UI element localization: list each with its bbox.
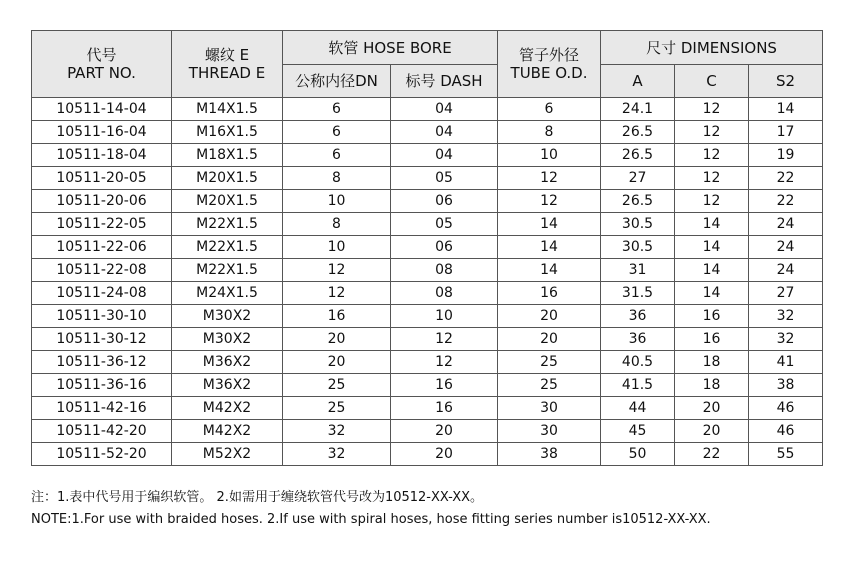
a-cell: 41.5: [601, 374, 675, 397]
c-cell: 20: [675, 397, 749, 420]
dash-cell: 10: [391, 305, 498, 328]
s2-cell: 38: [749, 374, 823, 397]
notes: [31, 487, 711, 531]
dash-cell: 04: [391, 98, 498, 121]
c-cell: 16: [675, 305, 749, 328]
part-no-cell: 10511-36-16: [32, 374, 172, 397]
thread-cell: M42X2: [172, 420, 283, 443]
a-cell: 45: [601, 420, 675, 443]
thread-cell: M30X2: [172, 328, 283, 351]
tube-od-cell: 14: [498, 213, 601, 236]
s2-cell: 14: [749, 98, 823, 121]
a-cell: 36: [601, 305, 675, 328]
a-cell: 50: [601, 443, 675, 466]
tube-od-cell: 12: [498, 167, 601, 190]
table-header: [32, 31, 823, 98]
c-cell: 12: [675, 144, 749, 167]
tube-od-cell: 10: [498, 144, 601, 167]
dn-cell: 8: [283, 213, 391, 236]
a-cell: 26.5: [601, 121, 675, 144]
part-no-cell: 10511-36-12: [32, 351, 172, 374]
dn-cell: 20: [283, 351, 391, 374]
thread-cell: M14X1.5: [172, 98, 283, 121]
dash-cell: 08: [391, 259, 498, 282]
s2-cell: 22: [749, 167, 823, 190]
table-row: [32, 374, 823, 397]
a-cell: 26.5: [601, 190, 675, 213]
part-no-cell: 10511-20-06: [32, 190, 172, 213]
dash-cell: 20: [391, 443, 498, 466]
c-cell: 12: [675, 190, 749, 213]
part-no-cell: 10511-20-05: [32, 167, 172, 190]
thread-cell: M20X1.5: [172, 167, 283, 190]
table-row: [32, 190, 823, 213]
header-thread-cn: 螺纹 E: [204, 46, 250, 64]
c-cell: 12: [675, 98, 749, 121]
c-cell: 14: [675, 236, 749, 259]
note-en: NOTE:1.For use with braided hoses. 2.If use with spiral hoses, hose fitting series number is10512-XX-XX.: [31, 512, 711, 527]
c-cell: 16: [675, 328, 749, 351]
note-cn: 注：1.表中代号用于编织软管。 2.如需用于缠绕软管代号改为10512-XX-XX。: [31, 490, 484, 505]
dash-cell: 05: [391, 213, 498, 236]
dn-cell: 16: [283, 305, 391, 328]
a-cell: 31: [601, 259, 675, 282]
dash-cell: 16: [391, 374, 498, 397]
thread-cell: M24X1.5: [172, 282, 283, 305]
s2-cell: 41: [749, 351, 823, 374]
thread-cell: M22X1.5: [172, 213, 283, 236]
table-row: [32, 328, 823, 351]
dash-cell: 12: [391, 328, 498, 351]
dn-cell: 25: [283, 374, 391, 397]
s2-cell: 32: [749, 305, 823, 328]
header-thread-en: THREAD E: [188, 64, 266, 82]
tube-od-cell: 6: [498, 98, 601, 121]
dash-cell: 20: [391, 420, 498, 443]
tube-od-cell: 14: [498, 259, 601, 282]
dn-cell: 20: [283, 328, 391, 351]
header-c: C: [675, 65, 749, 98]
table-row: [32, 397, 823, 420]
table-row: [32, 236, 823, 259]
s2-cell: 32: [749, 328, 823, 351]
thread-cell: M36X2: [172, 374, 283, 397]
header-s2: S2: [749, 65, 823, 98]
part-no-cell: 10511-16-04: [32, 121, 172, 144]
table-row: [32, 167, 823, 190]
thread-cell: M22X1.5: [172, 236, 283, 259]
dn-cell: 32: [283, 443, 391, 466]
part-no-cell: 10511-14-04: [32, 98, 172, 121]
table-row: [32, 259, 823, 282]
header-tube-od-cn: 管子外径: [519, 46, 580, 64]
tube-od-cell: 8: [498, 121, 601, 144]
thread-cell: M18X1.5: [172, 144, 283, 167]
a-cell: 26.5: [601, 144, 675, 167]
c-cell: 14: [675, 282, 749, 305]
tube-od-cell: 25: [498, 351, 601, 374]
thread-cell: M20X1.5: [172, 190, 283, 213]
s2-cell: 24: [749, 213, 823, 236]
thread-cell: M22X1.5: [172, 259, 283, 282]
spec-table: [31, 30, 823, 466]
tube-od-cell: 30: [498, 397, 601, 420]
thread-cell: M52X2: [172, 443, 283, 466]
a-cell: 31.5: [601, 282, 675, 305]
header-a: A: [601, 65, 675, 98]
s2-cell: 27: [749, 282, 823, 305]
header-tube-od-en: TUBE O.D.: [510, 64, 588, 82]
table-row: [32, 98, 823, 121]
dn-cell: 25: [283, 397, 391, 420]
c-cell: 18: [675, 351, 749, 374]
a-cell: 30.5: [601, 236, 675, 259]
part-no-cell: 10511-22-06: [32, 236, 172, 259]
dn-cell: 12: [283, 259, 391, 282]
a-cell: 27: [601, 167, 675, 190]
a-cell: 36: [601, 328, 675, 351]
s2-cell: 46: [749, 420, 823, 443]
s2-cell: 55: [749, 443, 823, 466]
dn-cell: 6: [283, 144, 391, 167]
c-cell: 14: [675, 213, 749, 236]
dash-cell: 04: [391, 144, 498, 167]
s2-cell: 46: [749, 397, 823, 420]
s2-cell: 24: [749, 259, 823, 282]
dash-cell: 05: [391, 167, 498, 190]
c-cell: 22: [675, 443, 749, 466]
tube-od-cell: 25: [498, 374, 601, 397]
s2-cell: 22: [749, 190, 823, 213]
a-cell: 40.5: [601, 351, 675, 374]
header-part-no-en: PART NO.: [67, 64, 136, 82]
table-row: [32, 305, 823, 328]
tube-od-cell: 38: [498, 443, 601, 466]
s2-cell: 17: [749, 121, 823, 144]
dash-cell: 16: [391, 397, 498, 420]
table-row: [32, 121, 823, 144]
dn-cell: 10: [283, 190, 391, 213]
s2-cell: 19: [749, 144, 823, 167]
thread-cell: M42X2: [172, 397, 283, 420]
part-no-cell: 10511-24-08: [32, 282, 172, 305]
part-no-cell: 10511-22-05: [32, 213, 172, 236]
tube-od-cell: 16: [498, 282, 601, 305]
thread-cell: M30X2: [172, 305, 283, 328]
c-cell: 12: [675, 121, 749, 144]
tube-od-cell: 20: [498, 305, 601, 328]
thread-cell: M36X2: [172, 351, 283, 374]
header-dimensions: 尺寸 DIMENSIONS: [601, 31, 823, 65]
dn-cell: 6: [283, 98, 391, 121]
a-cell: 24.1: [601, 98, 675, 121]
header-dash: 标号 DASH: [391, 65, 498, 98]
dash-cell: 04: [391, 121, 498, 144]
part-no-cell: 10511-42-20: [32, 420, 172, 443]
header-tube-od: [498, 31, 601, 98]
c-cell: 18: [675, 374, 749, 397]
dn-cell: 32: [283, 420, 391, 443]
part-no-cell: 10511-18-04: [32, 144, 172, 167]
dn-cell: 6: [283, 121, 391, 144]
tube-od-cell: 12: [498, 190, 601, 213]
c-cell: 12: [675, 167, 749, 190]
table-row: [32, 420, 823, 443]
table-row: [32, 213, 823, 236]
dash-cell: 08: [391, 282, 498, 305]
s2-cell: 24: [749, 236, 823, 259]
dash-cell: 06: [391, 236, 498, 259]
part-no-cell: 10511-30-12: [32, 328, 172, 351]
table-row: [32, 443, 823, 466]
thread-cell: M16X1.5: [172, 121, 283, 144]
dn-cell: 12: [283, 282, 391, 305]
tube-od-cell: 30: [498, 420, 601, 443]
header-part-no-cn: 代号: [86, 46, 117, 64]
dn-cell: 10: [283, 236, 391, 259]
table-row: [32, 282, 823, 305]
header-hose-bore: 软管 HOSE BORE: [283, 31, 498, 65]
table-row: [32, 144, 823, 167]
a-cell: 30.5: [601, 213, 675, 236]
header-thread: [172, 31, 283, 98]
table-body: [32, 98, 823, 466]
c-cell: 20: [675, 420, 749, 443]
part-no-cell: 10511-42-16: [32, 397, 172, 420]
part-no-cell: 10511-52-20: [32, 443, 172, 466]
part-no-cell: 10511-22-08: [32, 259, 172, 282]
a-cell: 44: [601, 397, 675, 420]
part-no-cell: 10511-30-10: [32, 305, 172, 328]
table-row: [32, 351, 823, 374]
tube-od-cell: 14: [498, 236, 601, 259]
c-cell: 14: [675, 259, 749, 282]
dn-cell: 8: [283, 167, 391, 190]
header-part-no: [32, 31, 172, 98]
dash-cell: 12: [391, 351, 498, 374]
header-dn: 公称内径DN: [283, 65, 391, 98]
tube-od-cell: 20: [498, 328, 601, 351]
dash-cell: 06: [391, 190, 498, 213]
